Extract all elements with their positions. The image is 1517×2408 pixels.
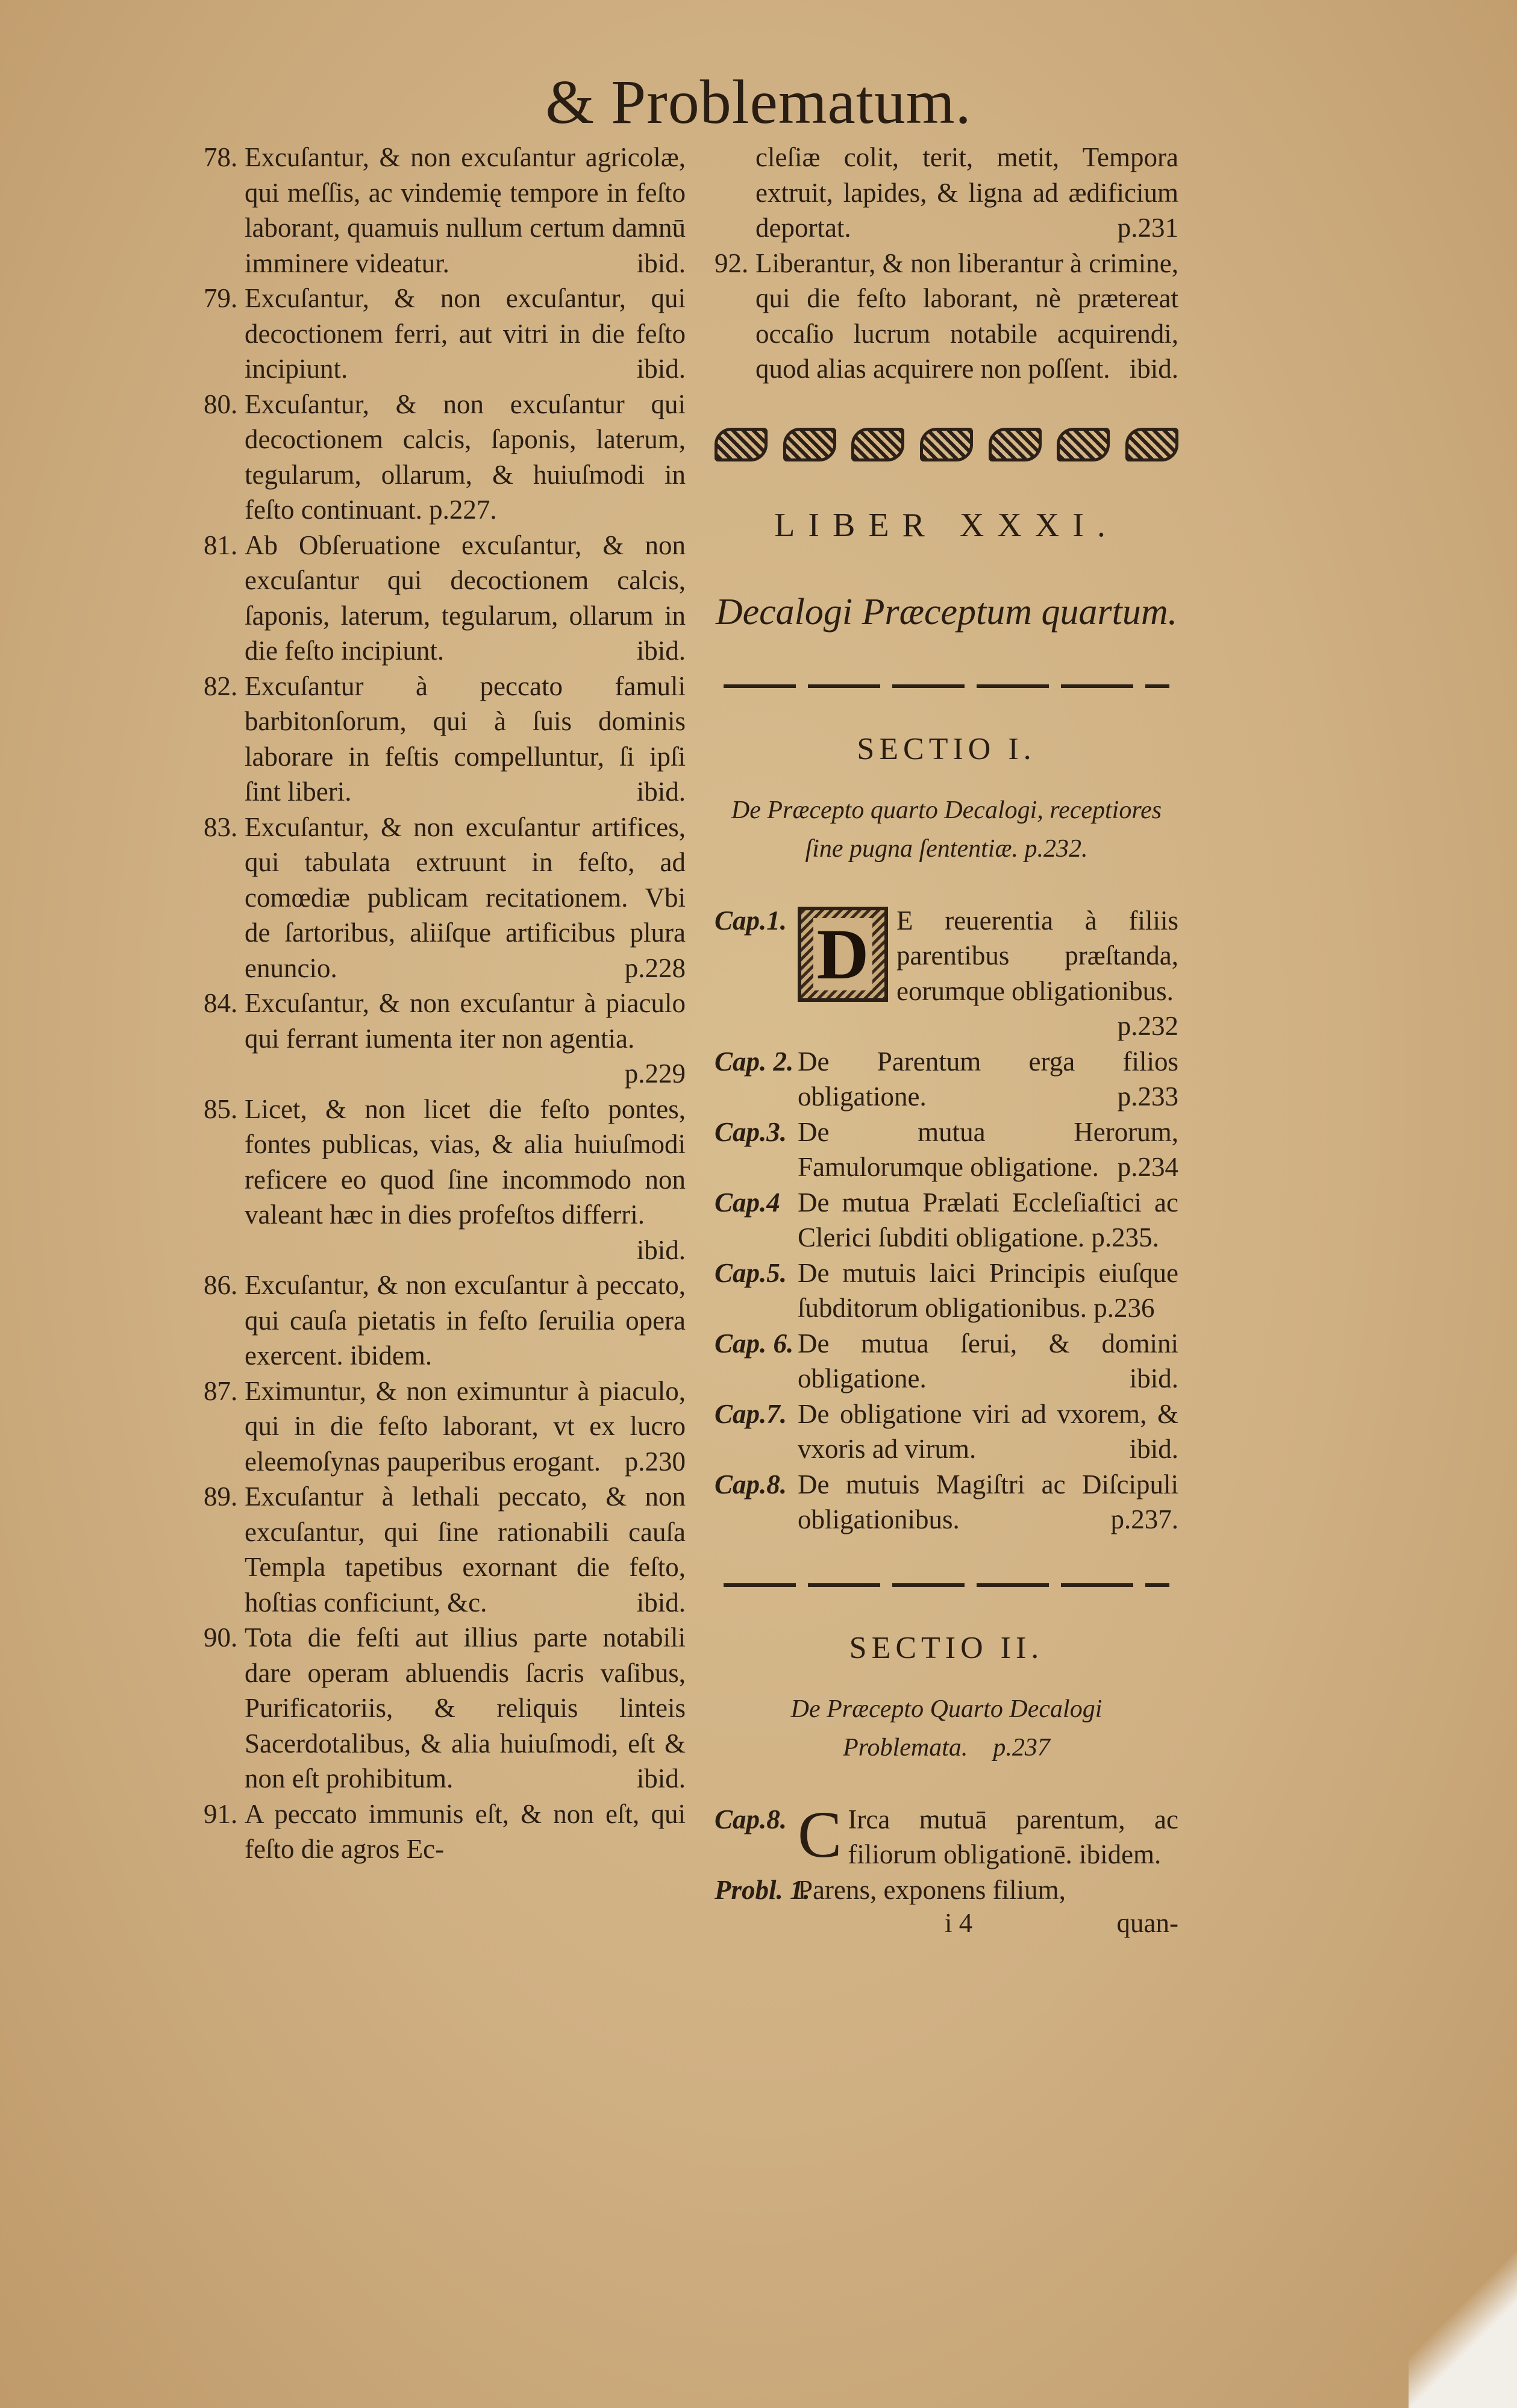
chapter-label: Cap.7.	[715, 1398, 787, 1429]
entry-number: 87.	[204, 1375, 238, 1406]
book-title: Decalogi Præceptum quartum.	[715, 591, 1178, 633]
chapter-text: De mutua Herorum, Famulorumque obligatione.	[798, 1116, 1178, 1182]
signature-mark: i 4	[945, 1908, 973, 1938]
list-item	[204, 1620, 686, 1797]
chapter-label: Cap.4	[715, 1187, 780, 1218]
divider	[724, 1583, 1169, 1587]
chapter-text: E reuerentia à filiis parentibus præſtanda, eorumque obligationibus.	[896, 905, 1178, 1006]
entry-number: 81.	[204, 530, 238, 560]
chapter-label: Cap. 6.	[715, 1328, 794, 1359]
list-item	[204, 986, 686, 1092]
list-item	[204, 1797, 686, 1867]
page-ref: p.228	[624, 952, 686, 983]
problem-text: Parens, exponens filium,	[798, 1874, 1066, 1905]
chapter-entry	[715, 1326, 1178, 1396]
page-ref: ibid.	[1129, 354, 1178, 384]
chapter-text: Irca mutuā parentum, ac filiorum obligationē. ibidem.	[848, 1804, 1178, 1869]
drop-cap-letter: D	[813, 918, 873, 990]
entry-number: 85.	[204, 1093, 238, 1124]
problem-label: Probl. 1.	[715, 1874, 810, 1905]
chapter-text: De obligatione viri ad vxorem, & vxoris ad virum.	[798, 1398, 1178, 1464]
section-heading: SECTIO II.	[849, 1630, 1044, 1665]
entry-number: 90.	[204, 1622, 238, 1653]
page-ref: ibid.	[1129, 1434, 1178, 1464]
chapter-entry	[715, 1115, 1178, 1185]
ornament-icon	[920, 428, 973, 461]
entry-text: Excuſantur, & non excuſantur artifices, qui tabulata extruunt in feſto, ad comœdiæ publicam recitationem. Vbi de ſartoribus, aliiſque artificibus plura enuncio.	[245, 812, 686, 983]
list-item	[204, 140, 686, 281]
page-footer	[715, 1907, 1178, 1942]
entry-text: Excuſantur à lethali peccato, & non excuſantur, qui ſine rationabili cauſa Templa tapetibus exornant die feſto, hoſtias conficiunt, &c.	[245, 1481, 686, 1618]
running-head: & Problematum.	[545, 67, 972, 137]
entry-number: 80.	[204, 389, 238, 419]
entry-text: Eximuntur, & non eximuntur à piaculo, qui in die feſto laborant, vt ex lucro eleemoſynas pauperibus erogant.	[245, 1375, 686, 1477]
ornament-icon	[783, 428, 836, 461]
chapter-label: Cap.8.	[715, 1469, 787, 1500]
entry-number: 78.	[204, 142, 238, 172]
page-edge	[1409, 2251, 1517, 2408]
list-item	[715, 246, 1178, 387]
list-item	[204, 810, 686, 986]
page-ref: ibid.	[636, 636, 686, 666]
right-column	[715, 140, 1178, 1942]
page-ref: ibid.	[636, 1234, 686, 1265]
entry-text: Excuſantur, & non excuſantur agricolæ, qui meſſis, ac vindemię tempore in feſto laborant, quamuis nullum certum damnū imminere videatur.	[245, 142, 686, 278]
entry-number: 82.	[204, 671, 238, 701]
chapter-entry	[715, 1396, 1178, 1467]
chapter-text: De mutua ſerui, & domini obligatione.	[798, 1328, 1178, 1393]
page-ref: ibid.	[636, 1763, 686, 1793]
page-ref: p.233	[1117, 1081, 1178, 1112]
entry-number: 89.	[204, 1481, 238, 1512]
entry-text: Excuſantur, & non excuſantur, qui decoctionem ferri, aut vitri in die feſto incipiunt.	[245, 283, 686, 384]
book-heading: LIBER XXXI.	[774, 506, 1119, 544]
chapter-text: De Parentum erga filios obligatione.	[798, 1046, 1178, 1112]
entry-number: 83.	[204, 812, 238, 842]
initial-letter: C	[798, 1797, 842, 1871]
page-ref: ibid.	[636, 777, 686, 807]
chapter-entry	[715, 1467, 1178, 1537]
catchword: quan-	[1116, 1908, 1178, 1938]
list-item	[204, 1374, 686, 1480]
page-ref: ibid.	[1129, 1363, 1178, 1393]
entry-text: Liberantur, & non liberantur à crimine, qui die feſto laborant, nè prætereat occaſio lucrum notabile acquirendi, quod alias acquirere non poſſent.	[755, 248, 1178, 384]
problem-entry	[715, 1872, 1178, 1908]
ornament-icon	[989, 428, 1042, 461]
page-ref: p.237.	[1110, 1504, 1178, 1534]
chapter-entry	[715, 1256, 1178, 1326]
page-ref: p.231	[1117, 213, 1178, 243]
list-item	[204, 387, 686, 528]
ornament-icon	[1125, 428, 1178, 461]
page-ref: p.237	[993, 1733, 1050, 1762]
entry-text: Ab Obſeruatione excuſantur, & non excuſantur qui decoctionem calcis, ſaponis, laterum, tegularum, ollarum in die feſto incipiunt.	[245, 530, 686, 666]
entry-text: A peccato immunis eſt, & non eſt, qui feſto die agros Ec-	[245, 1798, 686, 1864]
chapter-label: Cap.5.	[715, 1257, 787, 1288]
chapter-entry	[715, 1797, 1178, 1872]
list-item	[204, 528, 686, 669]
chapter-label: Cap.1.	[715, 905, 787, 936]
list-item	[204, 1092, 686, 1268]
chapter-text: De mutuis Magiſtri ac Diſcipuli obligationibus.	[798, 1469, 1178, 1534]
entry-number: 84.	[204, 988, 238, 1018]
entry-text: Excuſantur à peccato famuli barbitonſorum, qui à ſuis dominis laborare in feſtis compelluntur, ſi ipſi ſint liberi.	[245, 671, 686, 807]
ornament-icon	[1057, 428, 1110, 461]
chapter-label: Cap.3.	[715, 1116, 787, 1147]
list-item	[204, 1268, 686, 1374]
drop-cap-icon	[798, 907, 888, 1002]
chapter-text: De mutua Prælati Eccleſiaſtici ac Clerici ſubditi obligatione. p.235.	[798, 1187, 1178, 1252]
entry-text: Licet, & non licet die feſto pontes, fontes publicas, vias, & alia huiuſmodi reficere eo quod ſine incommodo non valeant hæc in dies profeſtos differri.	[245, 1093, 686, 1230]
chapter-entry	[715, 903, 1178, 1044]
page-ref: ibid.	[636, 248, 686, 278]
ornament-icon	[715, 428, 768, 461]
chapter-label: Cap.8.	[715, 1804, 787, 1834]
chapter-entry	[715, 1044, 1178, 1115]
section-subtitle	[715, 1690, 1178, 1767]
entry-number: 86.	[204, 1270, 238, 1300]
chapter-entry	[715, 1185, 1178, 1256]
page-ref: p.232	[1117, 1011, 1178, 1041]
entry-number: 92.	[715, 248, 749, 278]
page-ref: ibid.	[636, 354, 686, 384]
page-ref: p.230	[624, 1446, 686, 1477]
list-item	[204, 1479, 686, 1620]
section-subtitle: De Præcepto quarto Decalogi, receptiores ſine pugna ſententiæ. p.232.	[731, 796, 1162, 863]
entry-continuation	[715, 140, 1178, 246]
section-subtitle-text: De Præcepto Quarto Decalogi Problemata.	[790, 1695, 1103, 1762]
entry-text: Excuſantur, & non excuſantur qui decoctionem calcis, ſaponis, laterum, tegularum, ollarum, & huiuſmodi in feſto continuant. p.227.	[245, 389, 686, 525]
entry-number: 79.	[204, 283, 238, 313]
entry-text: Excuſantur, & non excuſantur à peccato, qui cauſa pietatis in feſto ſeruilia opera exercent. ibidem.	[245, 1270, 686, 1371]
page-ref: p.234	[1117, 1152, 1178, 1182]
entry-number: 91.	[204, 1798, 238, 1829]
chapter-text: De mutuis laici Principis eiuſque ſubditorum obligationibus. p.236	[798, 1257, 1178, 1323]
divider	[724, 684, 1169, 688]
entry-text: Excuſantur, & non excuſantur à piaculo qui ferrant iumenta iter non agentia.	[245, 988, 686, 1054]
list-item	[204, 281, 686, 387]
entry-text: cleſiæ colit, terit, metit, Tempora extruit, lapides, & ligna ad ædificium deportat.	[755, 142, 1178, 243]
ornament-icon	[851, 428, 904, 461]
list-item	[204, 669, 686, 810]
ornament-band	[715, 424, 1178, 465]
page-ref: ibid.	[636, 1587, 686, 1618]
section-heading: SECTIO I.	[857, 731, 1036, 766]
entry-text: Tota die feſti aut illius parte notabili dare operam abluendis ſacris vaſibus, Purificatoriis, & reliquis linteis Sacerdotalibus, & alia huiuſmodi, eſt & non eſt prohibitum.	[245, 1622, 686, 1793]
page-ref: p.229	[624, 1059, 686, 1089]
chapter-label: Cap. 2.	[715, 1046, 794, 1077]
left-column	[204, 140, 686, 1867]
